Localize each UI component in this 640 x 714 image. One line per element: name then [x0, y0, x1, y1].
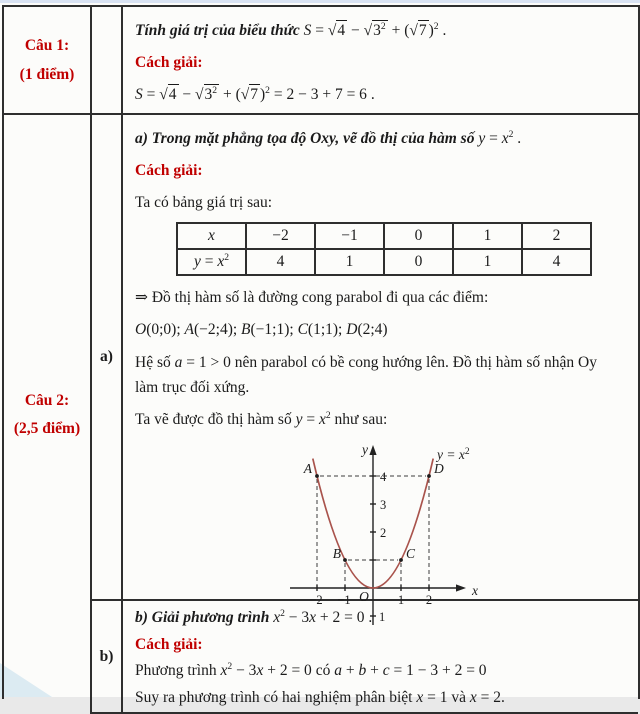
point-C-dot: [399, 558, 403, 562]
part-b-solution-line2: Suy ra phương trình có hai nghiệm phân biệt x = 1 và x = 2.: [135, 688, 505, 706]
question-1-part-cell-empty: [92, 7, 123, 115]
value-table-cell: 0: [384, 249, 453, 275]
question-2-label-cell: [4, 115, 92, 714]
question-1-solution-heading: Cách giải:: [135, 54, 203, 72]
draw-note: Ta vẽ được đồ thị hàm số $y = x^2$ như sau:: [135, 409, 388, 428]
part-b-label-cell: [92, 601, 123, 714]
function-label: $y = x^2$: [437, 446, 470, 462]
question-2-title: Câu 2:: [24, 391, 70, 409]
value-table-cell: 1: [315, 249, 384, 275]
point-D-dot: [427, 474, 431, 478]
y-axis-arrow-icon: [369, 445, 376, 455]
point-C-label: C: [406, 545, 416, 561]
y-tick-4: 4: [380, 469, 387, 484]
x-tick-2: 2: [425, 592, 433, 607]
point-A-label: A: [303, 460, 312, 476]
part-a-problem: a) Trong mặt phẳng tọa độ Oxy, vẽ đồ thị của hàm số $y = x^2$ .: [135, 128, 522, 147]
scan-top-edge: [0, 0, 640, 3]
point-D-label: D: [434, 460, 444, 476]
part-a-solution-heading: Cách giải:: [135, 162, 203, 180]
value-table-y-row: [177, 249, 591, 275]
value-table-x-header: x: [177, 223, 246, 249]
solution-table: [2, 5, 640, 706]
part-a-label: a): [100, 348, 113, 365]
value-table-cell: 2: [522, 223, 591, 249]
part-b-problem: b) Giải phương trình $x^2 - 3x + 2 = 0$ .: [135, 607, 373, 626]
question-1-content-cell: [123, 7, 638, 115]
coefficient-note: Hệ số a = 1 > 0 nên parabol có bề cong hướng lên. Đồ thị hàm số nhận Oy làm trục đối xứng.: [135, 353, 597, 396]
point-B-dot: [343, 558, 347, 562]
value-table-cell: 1: [453, 223, 522, 249]
value-table-intro: Ta có bảng giá trị sau:: [135, 194, 273, 212]
x-tick-neg1: −1: [337, 592, 351, 607]
y-axis-label: y: [362, 441, 368, 457]
value-table-y-header: $y = x^2$: [177, 249, 246, 275]
value-table-cell: 4: [246, 249, 315, 275]
value-table-cell: −2: [246, 223, 315, 249]
part-b-label: b): [99, 647, 114, 665]
part-a-label-cell: [92, 115, 123, 601]
x-axis-label: x: [472, 582, 478, 598]
origin-label: O: [359, 588, 369, 604]
x-tick-1: 1: [397, 592, 405, 607]
x-tick-neg2: −2: [309, 592, 323, 607]
value-table: [176, 222, 592, 276]
parabola-points: O(0;0); A(−2;4); B(−1;1); C(1;1); D(2;4): [135, 321, 388, 339]
part-b-solution-line1: Phương trình $x^2 - 3x + 2 = 0$ có a + b + c = 1 − 3 + 2 = 0: [135, 660, 487, 680]
value-table-cell: 0: [384, 223, 453, 249]
y-tick-3: 3: [380, 497, 387, 512]
question-1-title: Câu 1:: [24, 37, 70, 54]
question-2-points: (2,5 điểm): [13, 420, 81, 438]
value-table-cell: −1: [315, 223, 384, 249]
point-A-dot: [315, 474, 319, 478]
value-table-cell: 1: [453, 249, 522, 275]
part-b-content-cell: [123, 601, 638, 714]
part-b-solution-heading: Cách giải:: [135, 635, 203, 653]
parabola-deduction: ⇒ Đồ thị hàm số là đường cong parabol đi qua các điểm:: [135, 289, 489, 307]
question-1-problem: Tính giá trị của biểu thức $S = √4 - √3^2 + (√7$ )$^2$ .: [135, 20, 447, 39]
question-1-points: (1 điểm): [19, 65, 75, 83]
y-tick-2: 2: [380, 525, 387, 540]
x-axis-arrow-icon: [456, 584, 466, 591]
y-tick-below-origin: 1: [379, 609, 386, 624]
value-table-header-row: [177, 223, 591, 249]
value-table-cell: 4: [522, 249, 591, 275]
point-B-label: B: [332, 545, 341, 561]
question-1-label-cell: [4, 7, 92, 115]
question-1-solution: $S = √4 - √3^2 + (√7$ )$^2$ = 2 − 3 + 7 = 6 .: [135, 85, 375, 104]
